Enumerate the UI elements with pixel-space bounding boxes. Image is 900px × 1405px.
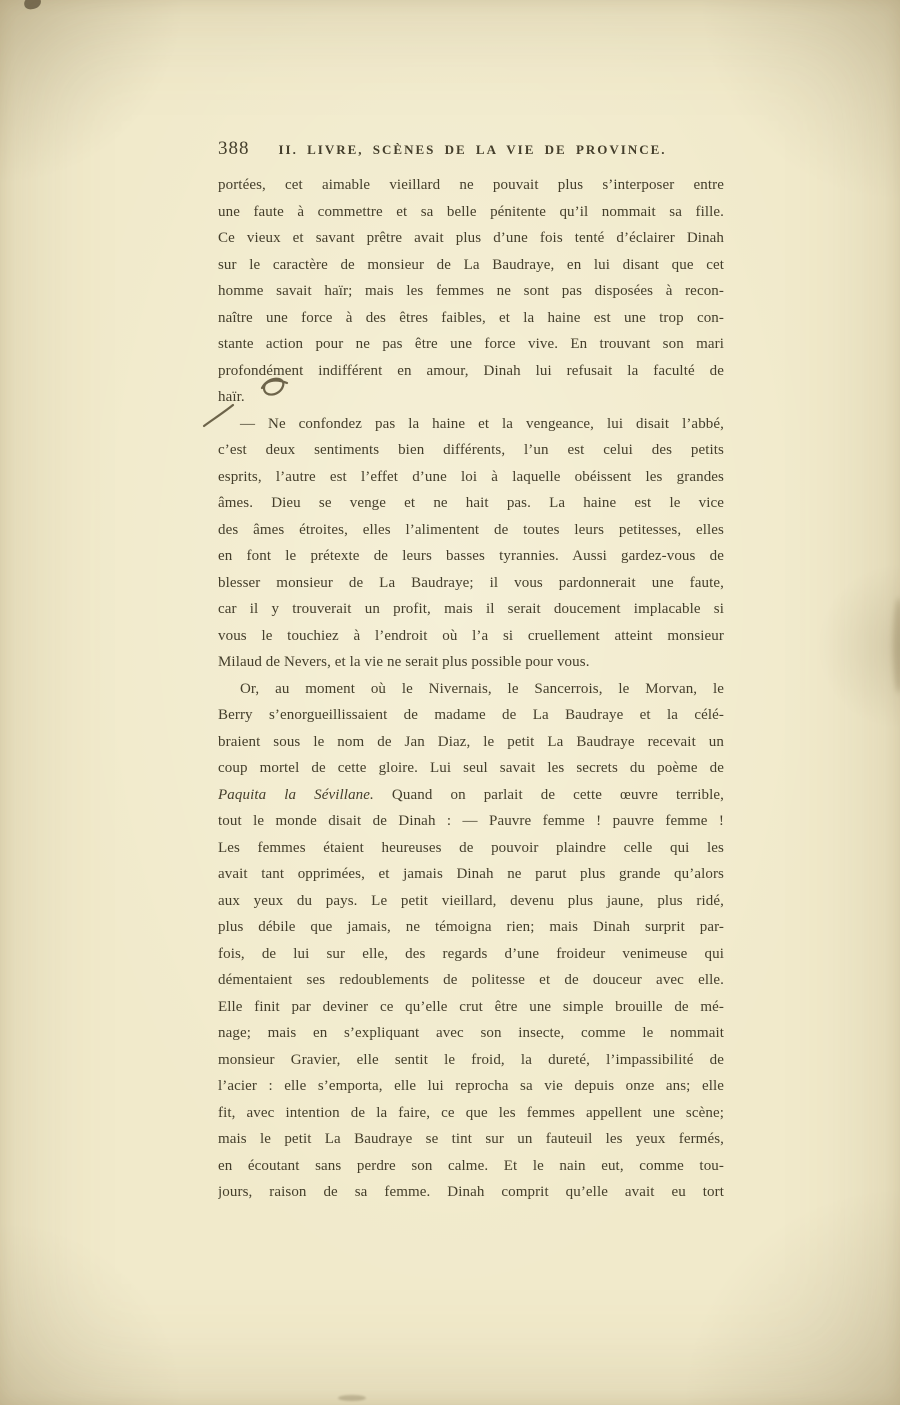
body-text: [218, 172, 724, 1206]
text-line: en écoutant sans perdre son calme. Et le nain eut, comme tou-: [218, 1157, 724, 1174]
scan-smudge-right-edge: [893, 598, 900, 693]
text-line: des âmes étroites, elles l’alimentent de toutes leurs petitesses, elles: [218, 521, 724, 538]
text-line: fit, avec intention de la faire, ce que les femmes appellent une scène;: [218, 1104, 724, 1121]
text-line: âmes. Dieu se venge et ne hait pas. La haine est le vice: [218, 495, 724, 511]
text-line: haïr.: [218, 389, 245, 405]
text-line: Milaud de Nevers, et la vie ne serait plus possible pour vous.: [218, 654, 590, 670]
text-line: vous le touchiez à l’endroit où l’a si cruellement atteint monsieur: [218, 627, 724, 644]
text-line: tout le monde disait de Dinah : — Pauvre femme ! pauvre femme !: [218, 813, 724, 829]
text-line: nage; mais en s’expliquant avec son insecte, comme le nommait: [218, 1025, 724, 1041]
text-line: braient sous le nom de Jan Diaz, le petit La Baudraye recevait un: [218, 733, 724, 750]
paragraph: [218, 172, 724, 411]
text-line: aux yeux du pays. Le petit vieillard, devenu plus jaune, plus ridé,: [218, 892, 724, 909]
text-line: mais le petit La Baudraye se tint sur un fauteuil les yeux fermés,: [218, 1131, 724, 1147]
text-line: Or, au moment où le Nivernais, le Sancerrois, le Morvan, le: [240, 680, 724, 697]
text-line: Paquita la Sévillane. Quand on parlait de cette œuvre terrible,: [218, 786, 724, 803]
text-line: esprits, l’autre est l’effet d’une loi à laquelle obéissent les grandes: [218, 468, 724, 485]
text-line: Les femmes étaient heureuses de pouvoir plaindre celle qui les: [218, 839, 724, 856]
text-line: monsieur Gravier, elle sentit le froid, la dureté, l’impassibilité de: [218, 1051, 724, 1068]
text-line: sur le caractère de monsieur de La Baudraye, en lui disant que cet: [218, 256, 724, 273]
text-line: jours, raison de sa femme. Dinah comprit qu’elle avait eu tort: [218, 1184, 724, 1200]
text-line: coup mortel de cette gloire. Lui seul savait les secrets du poème de: [218, 760, 724, 776]
scan-smudge-top-left: [23, 0, 42, 11]
text-line: stante action pour ne pas être une force vive. En trouvant son mari: [218, 336, 724, 352]
text-line: blesser monsieur de La Baudraye; il vous pardonnerait une faute,: [218, 574, 724, 591]
text-line: portées, cet aimable vieillard ne pouvait plus s’interposer entre: [218, 177, 724, 193]
text-line: c’est deux sentiments bien différents, l’un est celui des petits: [218, 442, 724, 458]
text-line: avait tant opprimées, et jamais Dinah ne parut plus grande qu’alors: [218, 866, 724, 882]
running-header: II. LIVRE, SCÈNES DE LA VIE DE PROVINCE.: [278, 142, 667, 157]
text-line: fois, de lui sur elle, des regards d’une froideur venimeuse qui: [218, 945, 724, 962]
scan-smudge-bottom: [338, 1395, 366, 1401]
text-line: profondément indifférent en amour, Dinah lui refusait la faculté de: [218, 362, 724, 379]
paragraph: [218, 411, 724, 676]
page-header: [218, 138, 724, 160]
text-line: car il y trouverait un profit, mais il serait doucement implacable si: [218, 601, 724, 617]
page-number: 388: [218, 138, 250, 159]
text-line: Ce vieux et savant prêtre avait plus d’une fois tenté d’éclairer Dinah: [218, 230, 724, 246]
text-line: naître une force à des êtres faibles, et la haine est une trop con-: [218, 309, 724, 326]
text-line: une faute à commettre et sa belle pénitente qu’il nommait sa fille.: [218, 203, 724, 220]
text-line: l’acier : elle s’emporta, elle lui reprocha sa vie depuis onze ans; elle: [218, 1078, 724, 1094]
text-line: — Ne confondez pas la haine et la vengeance, lui disait l’abbé,: [240, 415, 724, 432]
text-line: Berry s’enorgueillissaient de madame de La Baudraye et la célé-: [218, 707, 724, 723]
text-line: en font le prétexte de leurs basses tyrannies. Aussi gardez-vous de: [218, 548, 724, 564]
text-line: démentaient ses redoublements de politesse et de douceur avec elle.: [218, 972, 724, 988]
text-line: homme savait haïr; mais les femmes ne sont pas disposées à recon-: [218, 283, 724, 299]
text-line: Elle finit par deviner ce qu’elle crut être une simple brouille de mé-: [218, 998, 724, 1015]
text-line: plus débile que jamais, ne témoigna rien; mais Dinah surprit par-: [218, 919, 724, 935]
paragraph: [218, 676, 724, 1206]
